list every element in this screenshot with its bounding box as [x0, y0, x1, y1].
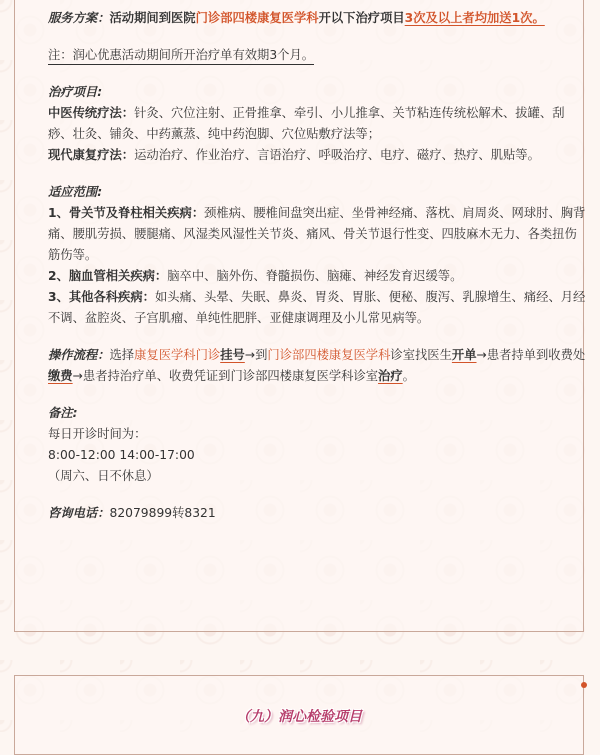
- scope-item-1-text: 颈椎病、腰椎间盘突出症、坐骨神经痛、落枕、肩周炎、网球肘、胸背痛、腰肌劳损、腰腿痛、风湿类风湿性关节炎、痛风、骨关节退行性变、四肢麻木无力、各类扭伤筋伤等。: [48, 206, 586, 262]
- process-end: 。: [402, 369, 415, 383]
- remark-line-1: 每日开诊时间为：: [48, 427, 147, 441]
- process-text-3: 诊室找医生: [390, 348, 452, 362]
- scope-item-2: [48, 266, 588, 287]
- scope-item-1-label: 1、骨关节及脊柱相关疾病：: [48, 206, 205, 220]
- tcm-label: 中医传统疗法：: [48, 106, 135, 120]
- process-text-1: 选择: [109, 348, 135, 362]
- tcm-text: 针灸、穴位注射、正骨推拿、牵引、小儿推拿、关节粘连传统松解术、拔罐、刮痧、壮灸、铺灸、中药薰蒸、纯中药泡脚、穴位贴敷疗法等；: [48, 106, 565, 141]
- modern-text: 运动治疗、作业治疗、言语治疗、呼吸治疗、电疗、磁疗、热疗、肌贴等。: [134, 148, 540, 162]
- scope-item-2-text: 脑卒中、脑外伤、脊髓损伤、脑瘫、神经发育迟缓等。: [167, 269, 463, 283]
- process-text-4: →患者持单到收费处: [476, 348, 586, 362]
- service-paragraph: [48, 8, 588, 29]
- service-text-2: 开以下治疗项目: [318, 11, 405, 25]
- process-text-5: →患者持治疗单、收费凭证到门诊部四楼康复医学科诊室: [72, 369, 379, 383]
- process-label: 操作流程：: [48, 348, 110, 362]
- contact-phone[interactable]: 82079899转8321: [109, 506, 216, 520]
- process-order: 开单: [451, 348, 477, 362]
- process-pay: 缴费: [48, 369, 73, 383]
- treatment-tcm: [48, 103, 588, 145]
- note-paragraph: [48, 45, 588, 66]
- contact-paragraph: [48, 503, 588, 524]
- service-label: 服务方案：: [48, 11, 110, 25]
- service-dept: 门诊部四楼康复医学科: [195, 11, 319, 25]
- remark-line-3: （周六、日不休息）: [48, 469, 159, 483]
- process-dept: 门诊部四楼康复医学科: [267, 348, 391, 362]
- process-text-2: →到: [244, 348, 268, 362]
- service-text: 活动期间到医院: [109, 11, 196, 25]
- scope-item-2-label: 2、脑血管相关疾病：: [48, 269, 168, 283]
- remark-heading: 备注:: [48, 406, 78, 420]
- process-treat: 治疗: [378, 369, 403, 383]
- treatment-modern: [48, 145, 588, 166]
- note-text: 注：润心优惠活动期间所开治疗单有效期3个月。: [48, 48, 314, 65]
- scope-item-3: [48, 287, 588, 329]
- treatment-heading: 治疗项目:: [48, 85, 103, 99]
- scope-item-3-label: 3、其他各科疾病：: [48, 290, 155, 304]
- next-section-title: （九）润心检验项目: [236, 709, 362, 725]
- modern-label: 现代康复疗法：: [48, 148, 135, 162]
- content-body: [48, 8, 588, 524]
- service-bonus: 3次及以上者均加送1次。: [404, 11, 545, 25]
- next-section-card: [14, 675, 584, 755]
- remark-line-2: 8:00-12:00 14:00-17:00: [48, 448, 195, 462]
- process-paragraph: [48, 345, 588, 387]
- process-register: 挂号: [220, 348, 245, 362]
- scope-heading: 适应范围:: [48, 185, 103, 199]
- decorative-dot: [581, 682, 587, 688]
- scope-item-1: [48, 203, 588, 266]
- scope-item-3-text: 如头痛、头晕、失眠、鼻炎、胃炎、胃胀、便秘、腹泻、乳腺增生、痛经、月经不调、盆腔炎、子宫肌瘤、单纯性肥胖、亚健康调理及小儿常见病等。: [48, 290, 586, 325]
- contact-label: 咨询电话：: [48, 506, 110, 520]
- content-card: [14, 0, 584, 632]
- process-clinic: 康复医学科门诊: [134, 348, 221, 362]
